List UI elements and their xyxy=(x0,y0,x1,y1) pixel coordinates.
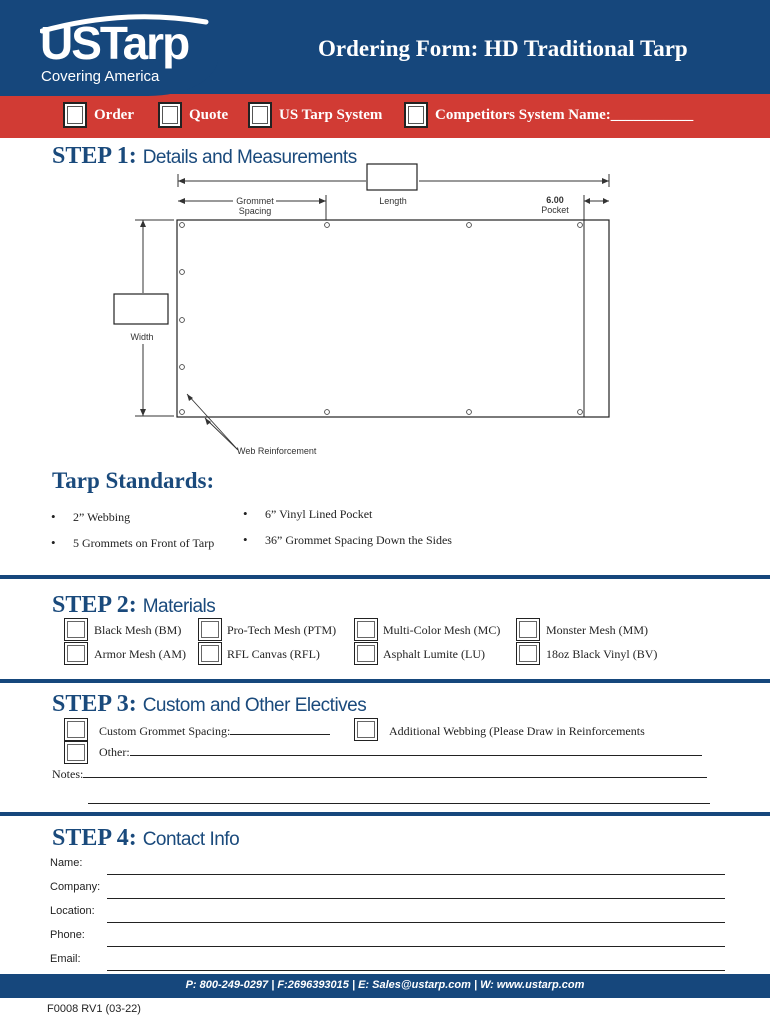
black-vinyl-checkbox[interactable] xyxy=(516,642,540,665)
standard-item: • 5 Grommets on Front of Tarp xyxy=(73,536,214,551)
step2-number: STEP 2: xyxy=(52,592,137,618)
logo-text: USTarp xyxy=(40,17,189,69)
company-input-line[interactable] xyxy=(107,898,725,899)
rfl-canvas-checkbox[interactable] xyxy=(198,642,222,665)
material-label: Monster Mesh (MM) xyxy=(546,623,648,637)
material-label: Multi-Color Mesh (MC) xyxy=(383,623,501,637)
web-reinforcement-label: Web Reinforcement xyxy=(237,446,317,456)
section-divider xyxy=(0,679,770,683)
material-label: Armor Mesh (AM) xyxy=(94,647,186,661)
width-input-box xyxy=(114,294,168,324)
pro-tech-mesh-checkbox[interactable] xyxy=(198,618,222,641)
material-label: Pro-Tech Mesh (PTM) xyxy=(227,623,337,637)
step2-heading xyxy=(52,592,215,619)
material-label: Asphalt Lumite (LU) xyxy=(383,647,485,661)
form-code: F0008 RV1 (03-22) xyxy=(47,1003,141,1015)
length-label: Length xyxy=(379,196,407,206)
multi-color-mesh-checkbox[interactable] xyxy=(354,618,378,641)
notes-field[interactable] xyxy=(52,767,707,782)
custom-grommet-checkbox[interactable] xyxy=(64,718,88,741)
grommet-spacing-label: Grommet Spacing xyxy=(236,196,274,216)
additional-webbing-checkbox[interactable] xyxy=(354,718,378,741)
standard-item: • 2” Webbing xyxy=(73,510,130,525)
name-label: Name: xyxy=(50,857,83,869)
material-label: Black Mesh (BM) xyxy=(94,623,182,637)
form-title: Ordering Form: HD Traditional Tarp xyxy=(318,36,688,61)
custom-grommet-field[interactable] xyxy=(99,724,330,739)
location-input-line[interactable] xyxy=(107,922,725,923)
material-label: RFL Canvas (RFL) xyxy=(227,647,320,661)
email-input-line[interactable] xyxy=(107,970,725,971)
competitors-system-label: Competitors System Name:___________ xyxy=(435,107,694,123)
custom-grommet-label: Custom Grommet Spacing: xyxy=(99,724,231,738)
asphalt-lumite-checkbox[interactable] xyxy=(354,642,378,665)
other-field[interactable] xyxy=(99,745,702,760)
step3-title: Custom and Other Electives xyxy=(142,695,367,716)
width-label: Width xyxy=(130,332,154,342)
section-divider xyxy=(0,575,770,579)
step2-title: Materials xyxy=(142,596,216,617)
section-divider xyxy=(0,812,770,816)
step3-heading xyxy=(52,691,366,718)
standards-title: Tarp Standards: xyxy=(52,468,215,493)
step1-number: STEP 1: xyxy=(52,143,137,169)
notes-line-2[interactable] xyxy=(88,803,710,804)
step1-title: Details and Measurements xyxy=(142,147,357,168)
armor-mesh-checkbox[interactable] xyxy=(64,642,88,665)
standard-item: • 36” Grommet Spacing Down the Sides xyxy=(265,533,452,548)
monster-mesh-checkbox[interactable] xyxy=(516,618,540,641)
us-tarp-system-label: US Tarp System xyxy=(279,107,383,123)
logo xyxy=(0,0,218,96)
material-label: 18oz Black Vinyl (BV) xyxy=(546,647,658,661)
step4-number: STEP 4: xyxy=(52,825,137,851)
location-label: Location: xyxy=(50,905,95,917)
name-input-line[interactable] xyxy=(107,874,725,875)
pocket-value: 6.00 xyxy=(546,195,564,205)
quote-label: Quote xyxy=(189,107,229,123)
step3-number: STEP 3: xyxy=(52,691,137,717)
logo-tagline: Covering America xyxy=(41,68,160,85)
step4-title: Contact Info xyxy=(142,829,240,850)
step4-heading xyxy=(52,825,239,852)
other-label: Other: xyxy=(99,745,130,759)
phone-input-line[interactable] xyxy=(107,946,725,947)
pocket-label: Pocket xyxy=(541,205,569,215)
other-checkbox[interactable] xyxy=(64,741,88,764)
length-input-box xyxy=(367,164,417,190)
footer-contact: P: 800-249-0297 | F:2696393015 | E: Sales@ustarp.com | W: www.ustarp.com xyxy=(185,979,585,991)
phone-label: Phone: xyxy=(50,929,85,941)
black-mesh-checkbox[interactable] xyxy=(64,618,88,641)
email-label: Email: xyxy=(50,953,81,965)
order-label: Order xyxy=(94,107,134,123)
standard-item: • 6” Vinyl Lined Pocket xyxy=(265,507,372,522)
additional-webbing-label: Additional Webbing (Please Draw in Reinforcements xyxy=(389,724,645,738)
company-label: Company: xyxy=(50,881,101,893)
notes-label: Notes: xyxy=(52,767,84,781)
